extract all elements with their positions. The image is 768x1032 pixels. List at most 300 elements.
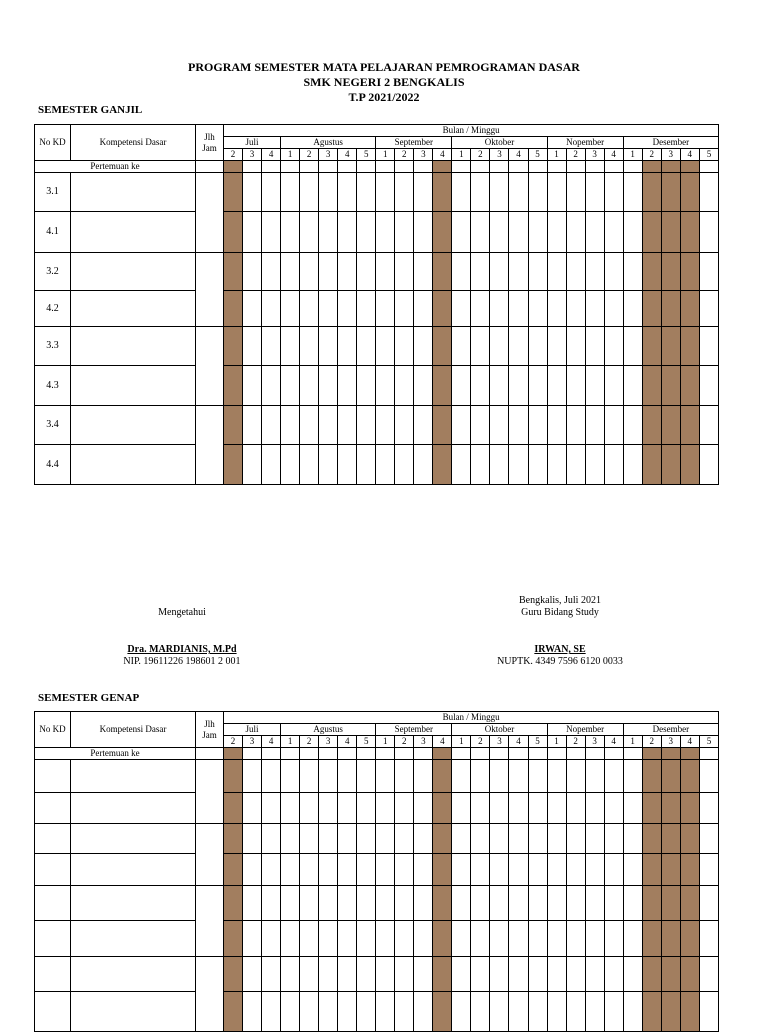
week-cell (452, 253, 471, 291)
week-cell (433, 445, 452, 485)
week-cell (680, 992, 699, 1032)
kd-row (35, 173, 719, 212)
week-cell (528, 957, 547, 992)
week-number: 3 (490, 736, 509, 748)
week-cell (547, 957, 566, 992)
kd-number (35, 992, 71, 1032)
week-cell (338, 793, 357, 824)
week-number: 3 (490, 149, 509, 161)
week-cell (433, 921, 452, 957)
week-cell (243, 173, 262, 212)
week-cell (376, 793, 395, 824)
week-cell (699, 173, 718, 212)
week-cell (300, 212, 319, 253)
week-cell (566, 793, 585, 824)
pertemuan-week-cell (547, 161, 566, 173)
week-cell (509, 212, 528, 253)
jlh-jam-cell (196, 824, 224, 886)
pertemuan-week-cell (224, 161, 243, 173)
kd-number: 3.4 (35, 406, 71, 445)
week-cell (452, 957, 471, 992)
week-cell (395, 366, 414, 406)
week-cell (281, 793, 300, 824)
week-cell (547, 793, 566, 824)
week-cell (623, 406, 642, 445)
week-cell (642, 992, 661, 1032)
week-cell (699, 760, 718, 793)
week-number: 5 (699, 149, 718, 161)
week-cell (585, 824, 604, 854)
week-cell (509, 957, 528, 992)
kd-row (35, 212, 719, 253)
week-cell (395, 793, 414, 824)
header-bulan-minggu: Bulan / Minggu (224, 712, 719, 724)
week-cell (509, 824, 528, 854)
week-cell (243, 854, 262, 886)
week-cell (623, 957, 642, 992)
week-cell (490, 992, 509, 1032)
week-cell (300, 253, 319, 291)
week-cell (357, 992, 376, 1032)
week-number: 3 (243, 149, 262, 161)
week-cell (376, 760, 395, 793)
week-cell (414, 992, 433, 1032)
semester-genap-table (34, 711, 719, 1032)
pertemuan-week-cell (585, 748, 604, 760)
week-cell (680, 760, 699, 793)
month-header: September (376, 724, 452, 736)
week-cell (604, 212, 623, 253)
week-cell (604, 793, 623, 824)
kd-row (35, 992, 719, 1032)
week-number: 1 (281, 149, 300, 161)
week-cell (547, 445, 566, 485)
week-cell (319, 824, 338, 854)
kd-row (35, 921, 719, 957)
week-cell (471, 291, 490, 327)
week-cell (243, 793, 262, 824)
week-number: 1 (452, 149, 471, 161)
week-cell (376, 212, 395, 253)
week-cell (642, 445, 661, 485)
week-cell (623, 173, 642, 212)
kd-row (35, 957, 719, 992)
week-cell (509, 366, 528, 406)
kd-row (35, 854, 719, 886)
week-cell (528, 824, 547, 854)
week-cell (604, 173, 623, 212)
week-cell (680, 445, 699, 485)
week-cell (300, 992, 319, 1032)
week-cell (699, 327, 718, 366)
week-cell (414, 793, 433, 824)
week-number: 2 (471, 736, 490, 748)
week-cell (376, 886, 395, 921)
jlh-jam-cell (196, 253, 224, 327)
pertemuan-week-cell (300, 161, 319, 173)
week-cell (262, 854, 281, 886)
week-number: 2 (300, 736, 319, 748)
week-number: 4 (509, 736, 528, 748)
pertemuan-week-cell (642, 161, 661, 173)
week-cell (395, 957, 414, 992)
pertemuan-week-cell (566, 748, 585, 760)
week-cell (262, 793, 281, 824)
pertemuan-week-cell (243, 161, 262, 173)
week-cell (395, 406, 414, 445)
week-cell (414, 366, 433, 406)
week-cell (433, 824, 452, 854)
pertemuan-week-cell (338, 161, 357, 173)
week-cell (680, 253, 699, 291)
week-cell (224, 406, 243, 445)
week-cell (281, 760, 300, 793)
week-cell (509, 327, 528, 366)
kd-description (71, 886, 196, 921)
week-cell (414, 212, 433, 253)
week-cell (357, 253, 376, 291)
week-cell (452, 760, 471, 793)
week-cell (585, 327, 604, 366)
kd-description (71, 957, 196, 992)
kd-description (71, 793, 196, 824)
week-cell (243, 824, 262, 854)
week-number: 3 (243, 736, 262, 748)
week-number: 3 (585, 736, 604, 748)
pertemuan-week-cell (319, 748, 338, 760)
week-cell (338, 921, 357, 957)
week-cell (414, 824, 433, 854)
semester-ganjil-label: SEMESTER GANJIL (38, 104, 143, 116)
week-cell (224, 793, 243, 824)
week-number: 4 (433, 736, 452, 748)
week-cell (262, 445, 281, 485)
week-cell (471, 366, 490, 406)
week-cell (585, 854, 604, 886)
week-number: 2 (395, 736, 414, 748)
week-cell (357, 327, 376, 366)
header-row-bulan (35, 712, 719, 724)
week-cell (357, 406, 376, 445)
week-cell (528, 445, 547, 485)
week-cell (471, 886, 490, 921)
week-cell (243, 921, 262, 957)
week-cell (414, 957, 433, 992)
kd-description (71, 854, 196, 886)
week-cell (471, 854, 490, 886)
kd-row (35, 793, 719, 824)
week-cell (433, 212, 452, 253)
header-row-bulan (35, 125, 719, 137)
pertemuan-week-cell (699, 748, 718, 760)
week-cell (623, 212, 642, 253)
week-number: 1 (376, 149, 395, 161)
week-cell (661, 445, 680, 485)
week-cell (471, 327, 490, 366)
week-cell (509, 886, 528, 921)
week-cell (528, 992, 547, 1032)
week-cell (319, 327, 338, 366)
semester-genap-label: SEMESTER GENAP (38, 692, 140, 704)
pertemuan-week-cell (585, 161, 604, 173)
pertemuan-week-cell (376, 161, 395, 173)
kd-description (71, 327, 196, 366)
week-cell (566, 886, 585, 921)
week-cell (376, 992, 395, 1032)
week-cell (661, 366, 680, 406)
kd-description (71, 406, 196, 445)
week-cell (585, 992, 604, 1032)
week-number: 3 (319, 149, 338, 161)
week-cell (452, 921, 471, 957)
week-cell (680, 793, 699, 824)
week-cell (300, 173, 319, 212)
week-cell (490, 760, 509, 793)
week-cell (642, 173, 661, 212)
week-cell (604, 854, 623, 886)
jlh-jam-cell (196, 760, 224, 824)
week-cell (604, 824, 623, 854)
jlh-jam-cell (196, 173, 224, 253)
week-cell (490, 173, 509, 212)
week-number: 2 (642, 149, 661, 161)
week-cell (357, 854, 376, 886)
week-cell (471, 173, 490, 212)
pertemuan-week-cell (376, 748, 395, 760)
week-cell (509, 760, 528, 793)
week-cell (300, 793, 319, 824)
pertemuan-week-cell (414, 161, 433, 173)
week-cell (509, 921, 528, 957)
week-cell (604, 992, 623, 1032)
week-cell (452, 291, 471, 327)
week-cell (471, 212, 490, 253)
kd-description (71, 445, 196, 485)
week-cell (509, 253, 528, 291)
week-cell (433, 406, 452, 445)
week-cell (547, 886, 566, 921)
week-cell (623, 921, 642, 957)
week-cell (262, 291, 281, 327)
week-cell (471, 253, 490, 291)
week-cell (661, 212, 680, 253)
week-cell (281, 957, 300, 992)
week-cell (300, 445, 319, 485)
week-cell (395, 173, 414, 212)
week-cell (642, 957, 661, 992)
week-cell (319, 445, 338, 485)
week-cell (623, 854, 642, 886)
week-cell (585, 957, 604, 992)
week-cell (414, 760, 433, 793)
week-cell (300, 886, 319, 921)
week-cell (585, 173, 604, 212)
week-cell (414, 445, 433, 485)
kd-row (35, 291, 719, 327)
week-cell (661, 327, 680, 366)
week-cell (585, 253, 604, 291)
week-cell (357, 366, 376, 406)
week-cell (262, 921, 281, 957)
week-cell (376, 173, 395, 212)
week-cell (585, 291, 604, 327)
week-cell (604, 921, 623, 957)
week-cell (699, 445, 718, 485)
kd-row (35, 886, 719, 921)
week-cell (699, 824, 718, 854)
week-cell (566, 212, 585, 253)
week-cell (224, 992, 243, 1032)
week-cell (357, 760, 376, 793)
pertemuan-week-cell (509, 748, 528, 760)
pertemuan-week-cell (661, 161, 680, 173)
week-cell (281, 886, 300, 921)
week-cell (395, 327, 414, 366)
week-number: 1 (547, 149, 566, 161)
kd-number: 4.3 (35, 366, 71, 406)
week-number: 1 (623, 149, 642, 161)
week-cell (376, 366, 395, 406)
week-cell (452, 445, 471, 485)
header-no-kd: No KD (35, 125, 71, 161)
week-cell (699, 793, 718, 824)
week-cell (262, 406, 281, 445)
week-cell (661, 760, 680, 793)
week-cell (452, 406, 471, 445)
week-cell (433, 327, 452, 366)
week-cell (433, 957, 452, 992)
week-cell (661, 793, 680, 824)
week-cell (699, 253, 718, 291)
week-cell (262, 886, 281, 921)
pertemuan-week-cell (490, 748, 509, 760)
week-cell (547, 212, 566, 253)
week-cell (547, 291, 566, 327)
week-cell (547, 406, 566, 445)
week-cell (604, 760, 623, 793)
pertemuan-week-cell (300, 748, 319, 760)
kd-number: 4.1 (35, 212, 71, 253)
week-cell (376, 291, 395, 327)
week-cell (338, 445, 357, 485)
week-cell (338, 992, 357, 1032)
week-cell (528, 921, 547, 957)
week-cell (509, 793, 528, 824)
kd-number (35, 854, 71, 886)
week-cell (490, 824, 509, 854)
week-cell (262, 366, 281, 406)
month-header: Oktober (452, 137, 547, 149)
week-number: 2 (566, 149, 585, 161)
week-cell (281, 921, 300, 957)
week-cell (376, 921, 395, 957)
week-cell (623, 327, 642, 366)
week-cell (604, 253, 623, 291)
kd-description (71, 173, 196, 212)
week-cell (547, 366, 566, 406)
jlh-jam-cell (196, 406, 224, 485)
week-cell (357, 886, 376, 921)
week-cell (338, 406, 357, 445)
week-cell (224, 173, 243, 212)
week-cell (243, 366, 262, 406)
week-cell (699, 957, 718, 992)
week-cell (376, 824, 395, 854)
week-cell (357, 957, 376, 992)
week-cell (471, 760, 490, 793)
week-number: 4 (338, 736, 357, 748)
week-cell (319, 854, 338, 886)
pertemuan-week-cell (357, 161, 376, 173)
week-cell (414, 173, 433, 212)
week-cell (642, 366, 661, 406)
week-cell (452, 992, 471, 1032)
pertemuan-week-cell (680, 748, 699, 760)
week-cell (509, 992, 528, 1032)
header-jlh-jam: Jlh Jam (196, 125, 224, 161)
pertemuan-week-cell (566, 161, 585, 173)
week-cell (623, 366, 642, 406)
week-cell (661, 921, 680, 957)
week-number: 4 (680, 736, 699, 748)
week-cell (623, 992, 642, 1032)
week-cell (623, 793, 642, 824)
week-cell (699, 291, 718, 327)
week-cell (452, 173, 471, 212)
pertemuan-week-cell (528, 748, 547, 760)
kd-row (35, 366, 719, 406)
week-cell (262, 992, 281, 1032)
header-bulan-minggu: Bulan / Minggu (224, 125, 719, 137)
week-cell (604, 366, 623, 406)
pertemuan-week-cell (224, 748, 243, 760)
week-cell (281, 366, 300, 406)
week-cell (357, 212, 376, 253)
week-cell (281, 824, 300, 854)
week-cell (262, 760, 281, 793)
week-cell (490, 327, 509, 366)
week-cell (471, 921, 490, 957)
week-number: 3 (414, 149, 433, 161)
header-no-kd: No KD (35, 712, 71, 748)
week-cell (585, 212, 604, 253)
week-cell (661, 253, 680, 291)
week-cell (623, 760, 642, 793)
week-cell (528, 406, 547, 445)
week-cell (509, 406, 528, 445)
week-cell (547, 760, 566, 793)
kd-description (71, 253, 196, 291)
week-cell (338, 760, 357, 793)
week-cell (623, 253, 642, 291)
jlh-jam-cell (196, 327, 224, 406)
week-cell (357, 291, 376, 327)
week-cell (547, 253, 566, 291)
week-cell (319, 793, 338, 824)
week-cell (433, 992, 452, 1032)
week-cell (528, 886, 547, 921)
pertemuan-week-cell (338, 748, 357, 760)
week-cell (661, 406, 680, 445)
pertemuan-label: Pertemuan ke (35, 748, 196, 760)
pertemuan-week-cell (604, 748, 623, 760)
week-cell (471, 445, 490, 485)
week-cell (243, 253, 262, 291)
kd-description (71, 291, 196, 327)
pertemuan-week-cell (243, 748, 262, 760)
week-cell (338, 212, 357, 253)
week-cell (604, 886, 623, 921)
